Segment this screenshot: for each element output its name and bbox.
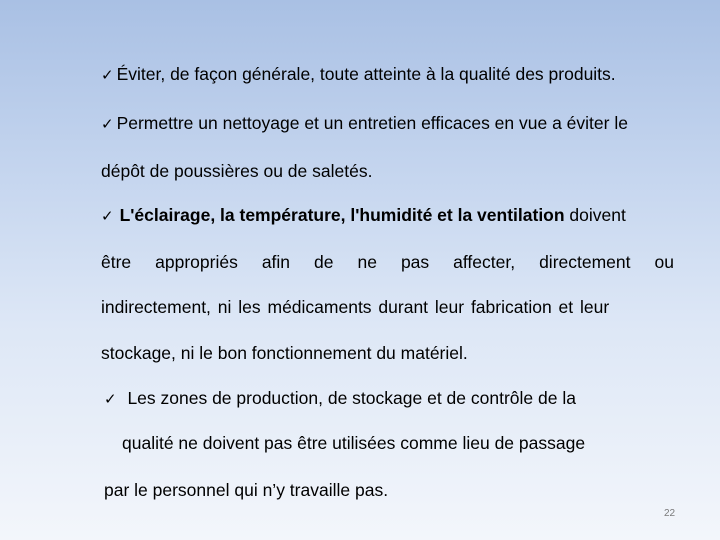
bullet-4-line-2 [122, 432, 585, 454]
bullet-2-line-1 [101, 112, 628, 135]
bullet-2-text-2: dépôt de poussières ou de saletés. [101, 161, 373, 181]
bullet-4-text-1: Les zones de production, de stockage et de contrôle de la [122, 388, 576, 408]
word: appropriés [155, 252, 238, 272]
checkmark-icon: ✓ [101, 66, 114, 84]
bullet-3-bold-lead: L'éclairage, la température, l'humidité et la ventilation [119, 205, 565, 225]
bullet-3-text-3: indirectement, ni les médicaments durant leur fabrication et leur [101, 297, 610, 317]
bullet-1-text: Éviter, de façon générale, toute atteinte à la qualité des produits. [116, 64, 616, 84]
bullet-3-lead-rest: doivent [564, 205, 626, 225]
bullet-2-line-2 [101, 160, 372, 182]
bullet-3-line-4 [101, 342, 468, 364]
checkmark-icon: ✓ [104, 390, 117, 408]
bullet-4-line-3 [104, 479, 388, 501]
bullet-3-line-1 [101, 204, 626, 227]
bullet-3-text-4: stockage, ni le bon fonctionnement du matériel. [101, 343, 468, 363]
word: être [101, 252, 132, 272]
page-number: 22 [664, 508, 676, 519]
word: ne [357, 252, 377, 272]
checkmark-icon: ✓ [101, 207, 114, 225]
word: afin [261, 252, 291, 272]
word: pas [400, 252, 430, 272]
bullet-4-text-2: qualité ne doivent pas être utilisées comme lieu de passage [122, 433, 586, 453]
bullet-3-line-2 [101, 251, 674, 273]
bullet-1-line-1 [101, 63, 616, 86]
word: affecter, [453, 252, 516, 272]
word: de [314, 252, 334, 272]
word: directement [539, 252, 631, 272]
checkmark-icon: ✓ [101, 115, 114, 133]
word: ou [654, 252, 674, 272]
bullet-2-text-1: Permettre un nettoyage et un entretien efficaces en vue a éviter le [116, 113, 628, 133]
bullet-3-line-3 [101, 296, 609, 318]
bullet-4-line-1 [104, 387, 576, 410]
bullet-4-text-3: par le personnel qui n’y travaille pas. [104, 480, 389, 500]
